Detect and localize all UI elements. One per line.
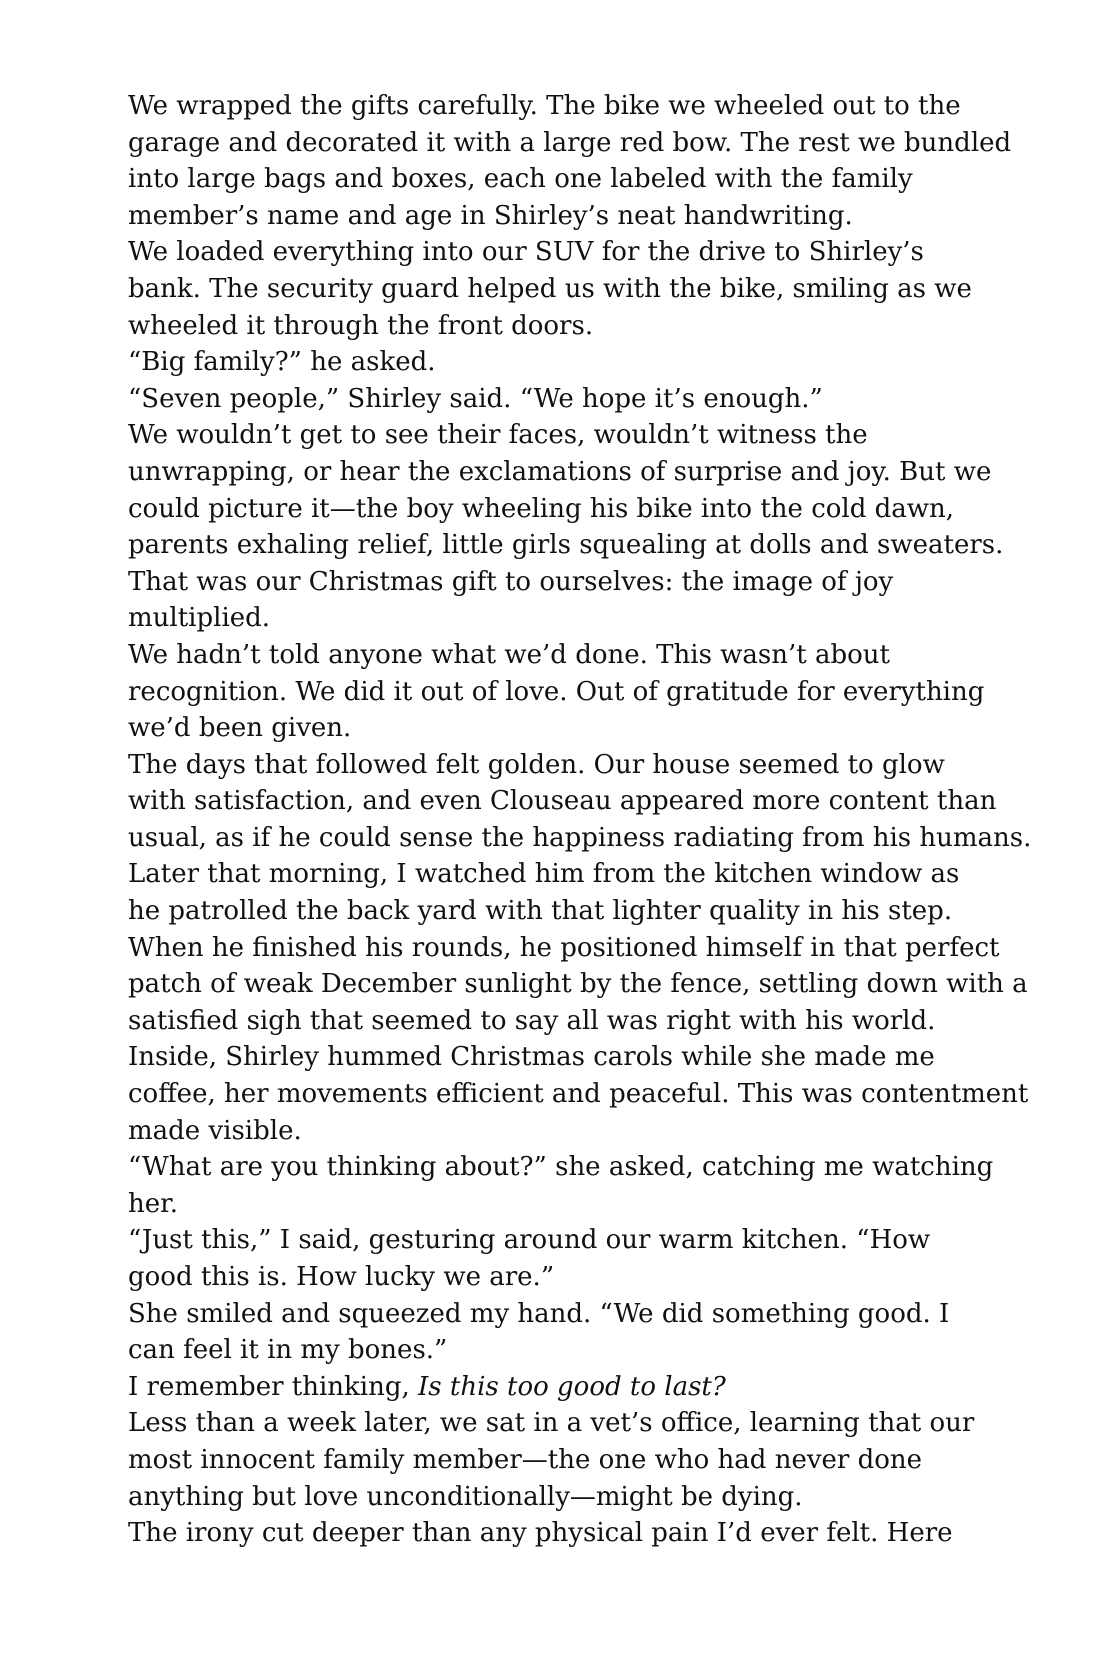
text-line: We wouldn’t get to see their faces, wouldn’t witness the <box>128 420 868 451</box>
paragraph <box>92 1149 1027 1222</box>
paragraph <box>92 1296 1027 1369</box>
text-line: We hadn’t told anyone what we’d done. This wasn’t about <box>128 639 890 670</box>
paragraph <box>92 234 1027 344</box>
text-line: The irony cut deeper than any physical pain I’d ever felt. Here <box>128 1518 953 1549</box>
paragraph <box>92 381 1027 418</box>
paragraph <box>92 1369 1027 1406</box>
text-line: anything but love unconditionally—might be dying. <box>128 1481 803 1512</box>
text-line: into large bags and boxes, each one labeled with the family <box>128 164 913 195</box>
text-line: bank. The security guard helped us with the bike, smiling as we <box>128 273 972 304</box>
italic-text: Is this too good to last? <box>418 1371 726 1402</box>
text-line: She smiled and squeezed my hand. “We did something good. I <box>128 1298 950 1329</box>
text-line: parents exhaling relief, little girls squealing at dolls and sweaters. <box>128 530 1004 561</box>
text-line: usual, as if he could sense the happiness radiating from his humans. <box>128 822 1032 853</box>
text-run: I remember thinking, <box>128 1371 419 1402</box>
text-line: We wrapped the gifts carefully. The bike we wheeled out to the <box>128 91 961 121</box>
text-line: When he finished his rounds, he positioned himself in that perfect <box>128 932 1000 963</box>
paragraph <box>92 344 1027 381</box>
text-line: member’s name and age in Shirley’s neat handwriting. <box>128 200 853 231</box>
text-line: unwrapping, or hear the exclamations of surprise and joy. But we <box>128 456 992 487</box>
text-line: recognition. We did it out of love. Out of gratitude for everything <box>128 676 985 707</box>
body-text <box>92 88 1032 1552</box>
paragraph <box>92 856 1027 1039</box>
text-line: can feel it in my bones.” <box>128 1335 448 1366</box>
text-line: That was our Christmas gift to ourselves: the image of joy <box>128 566 894 597</box>
text-line: good this is. How lucky we are.” <box>128 1262 555 1292</box>
paragraph <box>92 1405 1027 1515</box>
text-line: “What are you thinking about?” she asked, catching me watching <box>128 1152 994 1183</box>
text-line <box>92 1369 1027 1406</box>
text-line: “Big family?” he asked. <box>128 347 436 378</box>
text-line: he patrolled the back yard with that lighter quality in his step. <box>128 896 953 927</box>
text-line: “Seven people,” Shirley said. “We hope it’s enough.” <box>128 383 823 414</box>
text-line: with satisfaction, and even Clouseau appeared more content than <box>128 786 997 817</box>
paragraph <box>92 1222 1027 1295</box>
text-line: The days that followed felt golden. Our house seemed to glow <box>128 749 945 780</box>
text-line: We loaded everything into our SUV for the drive to Shirley’s <box>128 237 924 268</box>
text-line: patch of weak December sunlight by the fence, settling down with a <box>128 969 1028 1000</box>
paragraph <box>92 637 1027 747</box>
text-line: coffee, her movements efficient and peaceful. This was contentment <box>128 1079 1029 1110</box>
text-line: most innocent family member—the one who had never done <box>128 1444 923 1475</box>
text-line: Later that morning, I watched him from the kitchen window as <box>128 859 960 890</box>
text-line: satisfied sigh that seemed to say all was right with his world. <box>128 1005 936 1036</box>
text-line: “Just this,” I said, gesturing around our warm kitchen. “How <box>128 1225 931 1256</box>
text-line: Inside, Shirley hummed Christmas carols while she made me <box>128 1042 935 1073</box>
paragraph <box>92 88 1027 234</box>
text-line: could picture it—the boy wheeling his bike into the cold dawn, <box>128 493 955 524</box>
text-line: her. <box>128 1188 178 1219</box>
text-line: Less than a week later, we sat in a vet’s office, learning that our <box>128 1408 975 1439</box>
paragraph <box>92 1515 1027 1552</box>
paragraph <box>92 1039 1027 1149</box>
text-line: we’d been given. <box>128 713 352 744</box>
text-line: made visible. <box>128 1115 302 1146</box>
text-line: garage and decorated it with a large red bow. The rest we bundled <box>128 127 1012 158</box>
paragraph <box>92 417 1027 637</box>
text-line: multiplied. <box>128 603 271 634</box>
text-line: wheeled it through the front doors. <box>128 310 594 341</box>
paragraph <box>92 747 1032 857</box>
